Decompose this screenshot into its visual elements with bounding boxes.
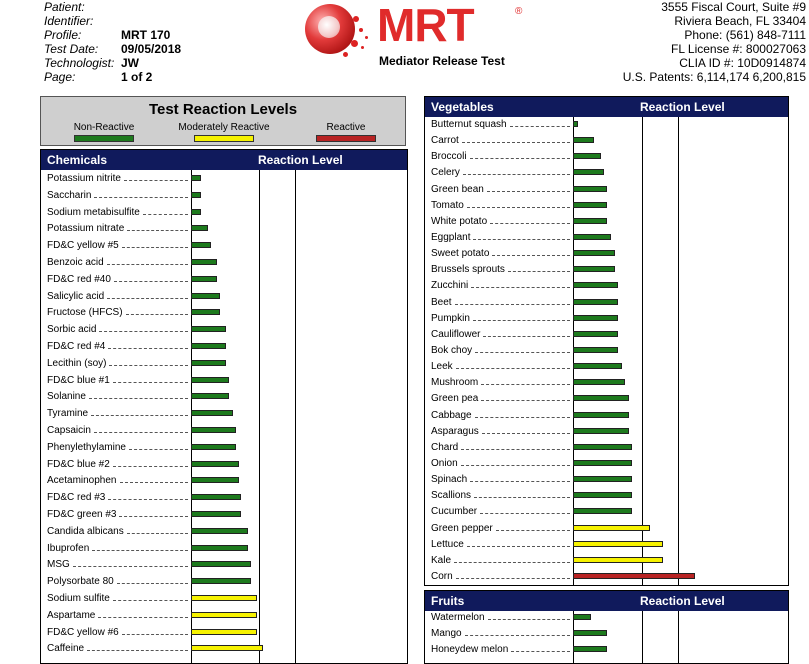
reaction-row	[425, 569, 788, 585]
item-name: Tyramine	[47, 408, 89, 420]
item-name: Solanine	[47, 391, 86, 403]
lab-info	[623, 0, 806, 84]
leader-line	[107, 298, 188, 299]
reaction-row	[41, 205, 407, 222]
item-name: Spinach	[431, 474, 468, 486]
leader-line	[454, 562, 570, 563]
leader-line	[109, 365, 188, 366]
item-name: Kale	[431, 554, 452, 566]
leader-line	[117, 583, 188, 584]
fruits-level-header: Reaction Level	[640, 594, 725, 608]
leader-line	[467, 546, 570, 547]
leader-line	[119, 516, 188, 517]
leader-line	[127, 230, 188, 231]
reaction-bar	[191, 192, 201, 198]
reaction-row	[41, 440, 407, 457]
logo-brand: MRT	[377, 0, 474, 51]
mrt-logo	[303, 2, 533, 72]
chemicals-rows	[41, 171, 407, 658]
item-name: Green pea	[431, 393, 479, 405]
reaction-row	[425, 440, 788, 456]
lab-address-line2: Riviera Beach, FL 33404	[674, 14, 806, 28]
reaction-bar	[191, 511, 241, 517]
reaction-bar	[573, 315, 618, 321]
item-name: Potassium nitrate	[47, 223, 125, 235]
reaction-row	[425, 642, 788, 658]
leader-line	[467, 207, 570, 208]
leader-line	[492, 255, 570, 256]
leader-line	[98, 617, 188, 618]
item-name: Sweet potato	[431, 248, 490, 260]
leader-line	[470, 481, 570, 482]
logo-dot	[343, 52, 348, 57]
item-name: FD&C blue #1	[47, 374, 110, 386]
reaction-bar	[191, 225, 208, 231]
reaction-row	[425, 198, 788, 214]
leader-line	[89, 398, 188, 399]
leader-line	[465, 635, 570, 636]
item-name: White potato	[431, 215, 488, 227]
reaction-bar	[573, 186, 607, 192]
leader-line	[487, 191, 570, 192]
reaction-bar	[573, 508, 632, 514]
reaction-bar	[191, 343, 226, 349]
reaction-row	[41, 608, 407, 625]
item-name: Lecithin (soy)	[47, 357, 107, 369]
logo-dot	[353, 16, 359, 22]
leader-line	[455, 304, 570, 305]
reaction-bar	[573, 557, 663, 563]
chemicals-panel	[40, 149, 408, 664]
leader-line	[122, 634, 188, 635]
profile-row: Profile: MRT 170	[44, 28, 171, 42]
reaction-legend	[40, 96, 406, 146]
leader-line	[114, 281, 188, 282]
reaction-bar	[573, 218, 607, 224]
reaction-bar	[573, 266, 615, 272]
technologist-row: Technologist: JW	[44, 56, 139, 70]
reaction-bar	[191, 629, 257, 635]
item-name: FD&C green #3	[47, 508, 117, 520]
item-name: Mushroom	[431, 377, 479, 389]
reaction-row	[425, 488, 788, 504]
item-name: FD&C yellow #6	[47, 626, 119, 638]
fruits-panel	[424, 590, 789, 664]
item-name: FD&C red #3	[47, 492, 106, 504]
reaction-row	[425, 262, 788, 278]
reaction-row	[41, 423, 407, 440]
reaction-bar	[573, 234, 611, 240]
leader-line	[474, 497, 570, 498]
reaction-row	[41, 507, 407, 524]
reaction-row	[425, 472, 788, 488]
leader-line	[108, 348, 188, 349]
reaction-bar	[573, 573, 695, 579]
item-name: Sodium metabisulfite	[47, 206, 140, 218]
leader-line	[471, 287, 570, 288]
leader-line	[475, 352, 570, 353]
reaction-bar	[191, 528, 248, 534]
item-name: Watermelon	[431, 612, 485, 623]
item-name: Chard	[431, 441, 459, 453]
item-name: Carrot	[431, 135, 459, 147]
item-name: Acetaminophen	[47, 475, 117, 487]
item-name: Leek	[431, 361, 453, 373]
reaction-row	[425, 408, 788, 424]
leader-line	[496, 530, 570, 531]
reaction-bar	[191, 259, 217, 265]
fruits-header	[425, 591, 788, 611]
reaction-bar	[573, 137, 594, 143]
reaction-bar	[191, 175, 201, 181]
reaction-bar	[573, 460, 632, 466]
item-name: Scallions	[431, 490, 472, 502]
leader-line	[113, 600, 188, 601]
reaction-row	[41, 625, 407, 642]
reaction-row	[425, 214, 788, 230]
leader-line	[482, 433, 570, 434]
item-name: Brussels sprouts	[431, 264, 505, 276]
reaction-row	[41, 339, 407, 356]
item-name: Green bean	[431, 183, 484, 195]
reaction-bar	[191, 444, 236, 450]
reaction-bar	[573, 646, 607, 652]
leader-line	[473, 239, 570, 240]
reaction-row	[425, 327, 788, 343]
leader-line	[483, 336, 570, 337]
reaction-bar	[191, 393, 229, 399]
leader-line	[510, 126, 570, 127]
item-name: Pumpkin	[431, 312, 470, 324]
chemicals-title: Chemicals	[47, 153, 108, 167]
reaction-row	[41, 641, 407, 658]
reaction-row	[425, 610, 788, 626]
reaction-bar	[573, 614, 591, 620]
item-name: Celery	[431, 167, 460, 179]
reaction-row	[41, 238, 407, 255]
item-name: FD&C blue #2	[47, 458, 110, 470]
leader-line	[113, 382, 188, 383]
leader-line	[87, 650, 188, 651]
page-row: Page: 1 of 2	[44, 70, 153, 84]
reaction-row	[425, 182, 788, 198]
reaction-bar	[191, 377, 229, 383]
reaction-bar	[573, 121, 578, 127]
reaction-row	[41, 305, 407, 322]
leader-line	[94, 197, 188, 198]
reaction-row	[425, 359, 788, 375]
legend-reactive: Reactive	[296, 122, 396, 142]
leader-line	[129, 449, 188, 450]
reaction-bar	[573, 492, 632, 498]
logo-registered-mark: ®	[515, 6, 523, 17]
lab-address-line1: 3555 Fiscal Court, Suite #9	[661, 0, 806, 14]
reaction-bar	[573, 169, 604, 175]
logo-dot	[359, 28, 363, 32]
reaction-row	[425, 278, 788, 294]
leader-line	[511, 651, 570, 652]
reaction-bar	[573, 250, 615, 256]
leader-line	[481, 400, 570, 401]
leader-line	[488, 619, 570, 620]
fruits-title: Fruits	[431, 594, 465, 608]
item-name: Polysorbate 80	[47, 576, 114, 588]
reaction-bar	[573, 395, 629, 401]
reaction-row	[41, 373, 407, 390]
chemicals-level-header: Reaction Level	[258, 153, 343, 167]
item-name: Cauliflower	[431, 328, 481, 340]
legend-swatch-green	[74, 135, 134, 142]
legend-non-reactive: Non-Reactive	[54, 122, 154, 142]
leader-line	[470, 158, 570, 159]
reaction-row	[425, 553, 788, 569]
reaction-row	[41, 457, 407, 474]
item-name: Tomato	[431, 199, 464, 211]
reaction-row	[425, 537, 788, 553]
logo-sphere-icon	[305, 4, 355, 54]
item-name: FD&C red #40	[47, 273, 111, 285]
reaction-row	[425, 626, 788, 642]
item-name: Asparagus	[431, 425, 479, 437]
item-name: Corn	[431, 570, 453, 582]
reaction-row	[41, 255, 407, 272]
reaction-row	[41, 221, 407, 238]
reaction-bar	[191, 360, 226, 366]
vegetables-rows	[425, 117, 788, 585]
reaction-row	[425, 230, 788, 246]
leader-line	[463, 174, 570, 175]
item-name: Salicylic acid	[47, 290, 105, 302]
item-name: Capsaicin	[47, 424, 91, 436]
leader-line	[92, 550, 188, 551]
leader-line	[490, 223, 570, 224]
reaction-row	[425, 424, 788, 440]
vegetables-header	[425, 97, 788, 117]
lab-phone: Phone: (561) 848-7111	[684, 28, 806, 42]
reaction-bar	[191, 612, 257, 618]
reaction-bar	[573, 331, 618, 337]
logo-dot	[351, 40, 358, 47]
item-name: Caffeine	[47, 643, 85, 655]
item-name: Sodium sulfite	[47, 592, 110, 604]
reaction-row	[425, 391, 788, 407]
item-name: Beet	[431, 296, 452, 308]
item-name: Benzoic acid	[47, 256, 104, 268]
reaction-row	[41, 406, 407, 423]
leader-line	[473, 320, 570, 321]
item-name: Eggplant	[431, 231, 471, 243]
reaction-bar	[191, 410, 233, 416]
reaction-bar	[573, 282, 618, 288]
vegetables-level-header: Reaction Level	[640, 100, 725, 114]
leader-line	[127, 533, 188, 534]
reaction-row	[41, 188, 407, 205]
reaction-row	[41, 289, 407, 306]
reaction-row	[41, 473, 407, 490]
item-name: Candida albicans	[47, 525, 124, 537]
item-name: Mango	[431, 628, 462, 639]
leader-line	[462, 142, 570, 143]
leader-line	[73, 566, 188, 567]
leader-line	[456, 368, 570, 369]
reaction-row	[425, 165, 788, 181]
reaction-bar	[573, 202, 607, 208]
reaction-row	[41, 490, 407, 507]
item-name: Ibuprofen	[47, 542, 90, 554]
reaction-row	[425, 295, 788, 311]
legend-swatch-red	[316, 135, 376, 142]
reaction-bar	[191, 595, 257, 601]
reaction-row	[425, 149, 788, 165]
reaction-bar	[573, 476, 632, 482]
reaction-row	[425, 375, 788, 391]
vegetables-panel	[424, 96, 789, 586]
reaction-row	[425, 504, 788, 520]
item-name: MSG	[47, 559, 70, 571]
fruits-rows	[425, 610, 788, 658]
reaction-bar	[191, 494, 241, 500]
reaction-bar	[573, 363, 622, 369]
logo-dot	[365, 36, 368, 39]
leader-line	[108, 499, 188, 500]
reaction-row	[425, 246, 788, 262]
item-name: Sorbic acid	[47, 324, 97, 336]
leader-line	[113, 466, 188, 467]
legend-title: Test Reaction Levels	[148, 101, 298, 118]
vegetables-title: Vegetables	[431, 100, 494, 114]
leader-line	[461, 449, 570, 450]
leader-line	[122, 247, 188, 248]
leader-line	[508, 271, 570, 272]
item-name: Broccoli	[431, 151, 467, 163]
reaction-row	[41, 389, 407, 406]
leader-line	[107, 264, 188, 265]
reaction-bar	[191, 209, 201, 215]
leader-line	[143, 214, 188, 215]
reaction-row	[41, 541, 407, 558]
leader-line	[91, 415, 188, 416]
reaction-bar	[191, 427, 236, 433]
reaction-bar	[191, 578, 251, 584]
reaction-row	[41, 171, 407, 188]
reaction-bar	[191, 293, 220, 299]
reaction-row	[41, 272, 407, 289]
logo-tagline: Mediator Release Test	[379, 54, 505, 68]
reaction-bar	[191, 309, 220, 315]
item-name: Lettuce	[431, 538, 464, 550]
item-name: Onion	[431, 457, 458, 469]
reaction-bar	[573, 525, 650, 531]
reaction-row	[425, 311, 788, 327]
identifier-row: Identifier:	[44, 14, 94, 28]
reaction-bar	[573, 428, 629, 434]
leader-line	[456, 578, 570, 579]
leader-line	[99, 331, 188, 332]
patient-row: Patient:	[44, 0, 85, 14]
reaction-row	[41, 591, 407, 608]
reaction-bar	[191, 326, 226, 332]
reaction-row	[41, 557, 407, 574]
logo-dot	[361, 46, 364, 49]
reaction-row	[41, 524, 407, 541]
leader-line	[124, 180, 188, 181]
reaction-bar	[191, 561, 251, 567]
item-name: FD&C yellow #5	[47, 240, 119, 252]
chemicals-header	[41, 150, 407, 170]
legend-swatch-yellow	[194, 135, 254, 142]
leader-line	[94, 432, 188, 433]
reaction-bar	[191, 545, 248, 551]
item-name: Cabbage	[431, 409, 472, 421]
item-name: Butternut squash	[431, 119, 507, 130]
reaction-row	[425, 133, 788, 149]
reaction-bar	[573, 412, 629, 418]
reaction-bar	[573, 630, 607, 636]
legend-moderately-reactive: Moderately Reactive	[174, 122, 274, 142]
reaction-row	[41, 356, 407, 373]
reaction-row	[41, 322, 407, 339]
patient-info	[44, 0, 181, 84]
item-name: Zucchini	[431, 280, 469, 292]
item-name: Aspartame	[47, 609, 96, 621]
reaction-row	[41, 574, 407, 591]
item-name: Bok choy	[431, 344, 473, 356]
reaction-row	[425, 521, 788, 537]
item-name: Potassium nitrite	[47, 173, 121, 184]
reaction-bar	[191, 461, 239, 467]
item-name: Cucumber	[431, 506, 478, 518]
lab-patents: U.S. Patents: 6,114,174 6,200,815	[622, 70, 806, 84]
leader-line	[480, 513, 570, 514]
leader-line	[126, 314, 188, 315]
reaction-bar	[191, 477, 239, 483]
item-name: Phenylethylamine	[47, 441, 126, 453]
lab-clia: CLIA ID #: 10D0914874	[679, 56, 806, 70]
reaction-bar	[573, 444, 632, 450]
leader-line	[120, 482, 188, 483]
item-name: Green pepper	[431, 522, 493, 534]
item-name: Honeydew melon	[431, 644, 509, 655]
leader-line	[481, 384, 570, 385]
reaction-bar	[573, 153, 601, 159]
lab-license: FL License #: 800027063	[671, 42, 806, 56]
item-name: Saccharin	[47, 189, 92, 201]
reaction-bar	[573, 541, 663, 547]
reaction-row	[425, 117, 788, 133]
reaction-row	[425, 456, 788, 472]
test-date-row: Test Date: 09/05/2018	[44, 42, 182, 56]
item-name: FD&C red #4	[47, 340, 106, 352]
reaction-bar	[191, 242, 211, 248]
reaction-bar	[191, 645, 263, 651]
reaction-row	[425, 343, 788, 359]
item-name: Fructose (HFCS)	[47, 307, 123, 319]
reaction-bar	[573, 347, 618, 353]
reaction-bar	[573, 299, 618, 305]
reaction-bar	[191, 276, 217, 282]
leader-line	[461, 465, 570, 466]
leader-line	[475, 417, 570, 418]
reaction-bar	[573, 379, 625, 385]
